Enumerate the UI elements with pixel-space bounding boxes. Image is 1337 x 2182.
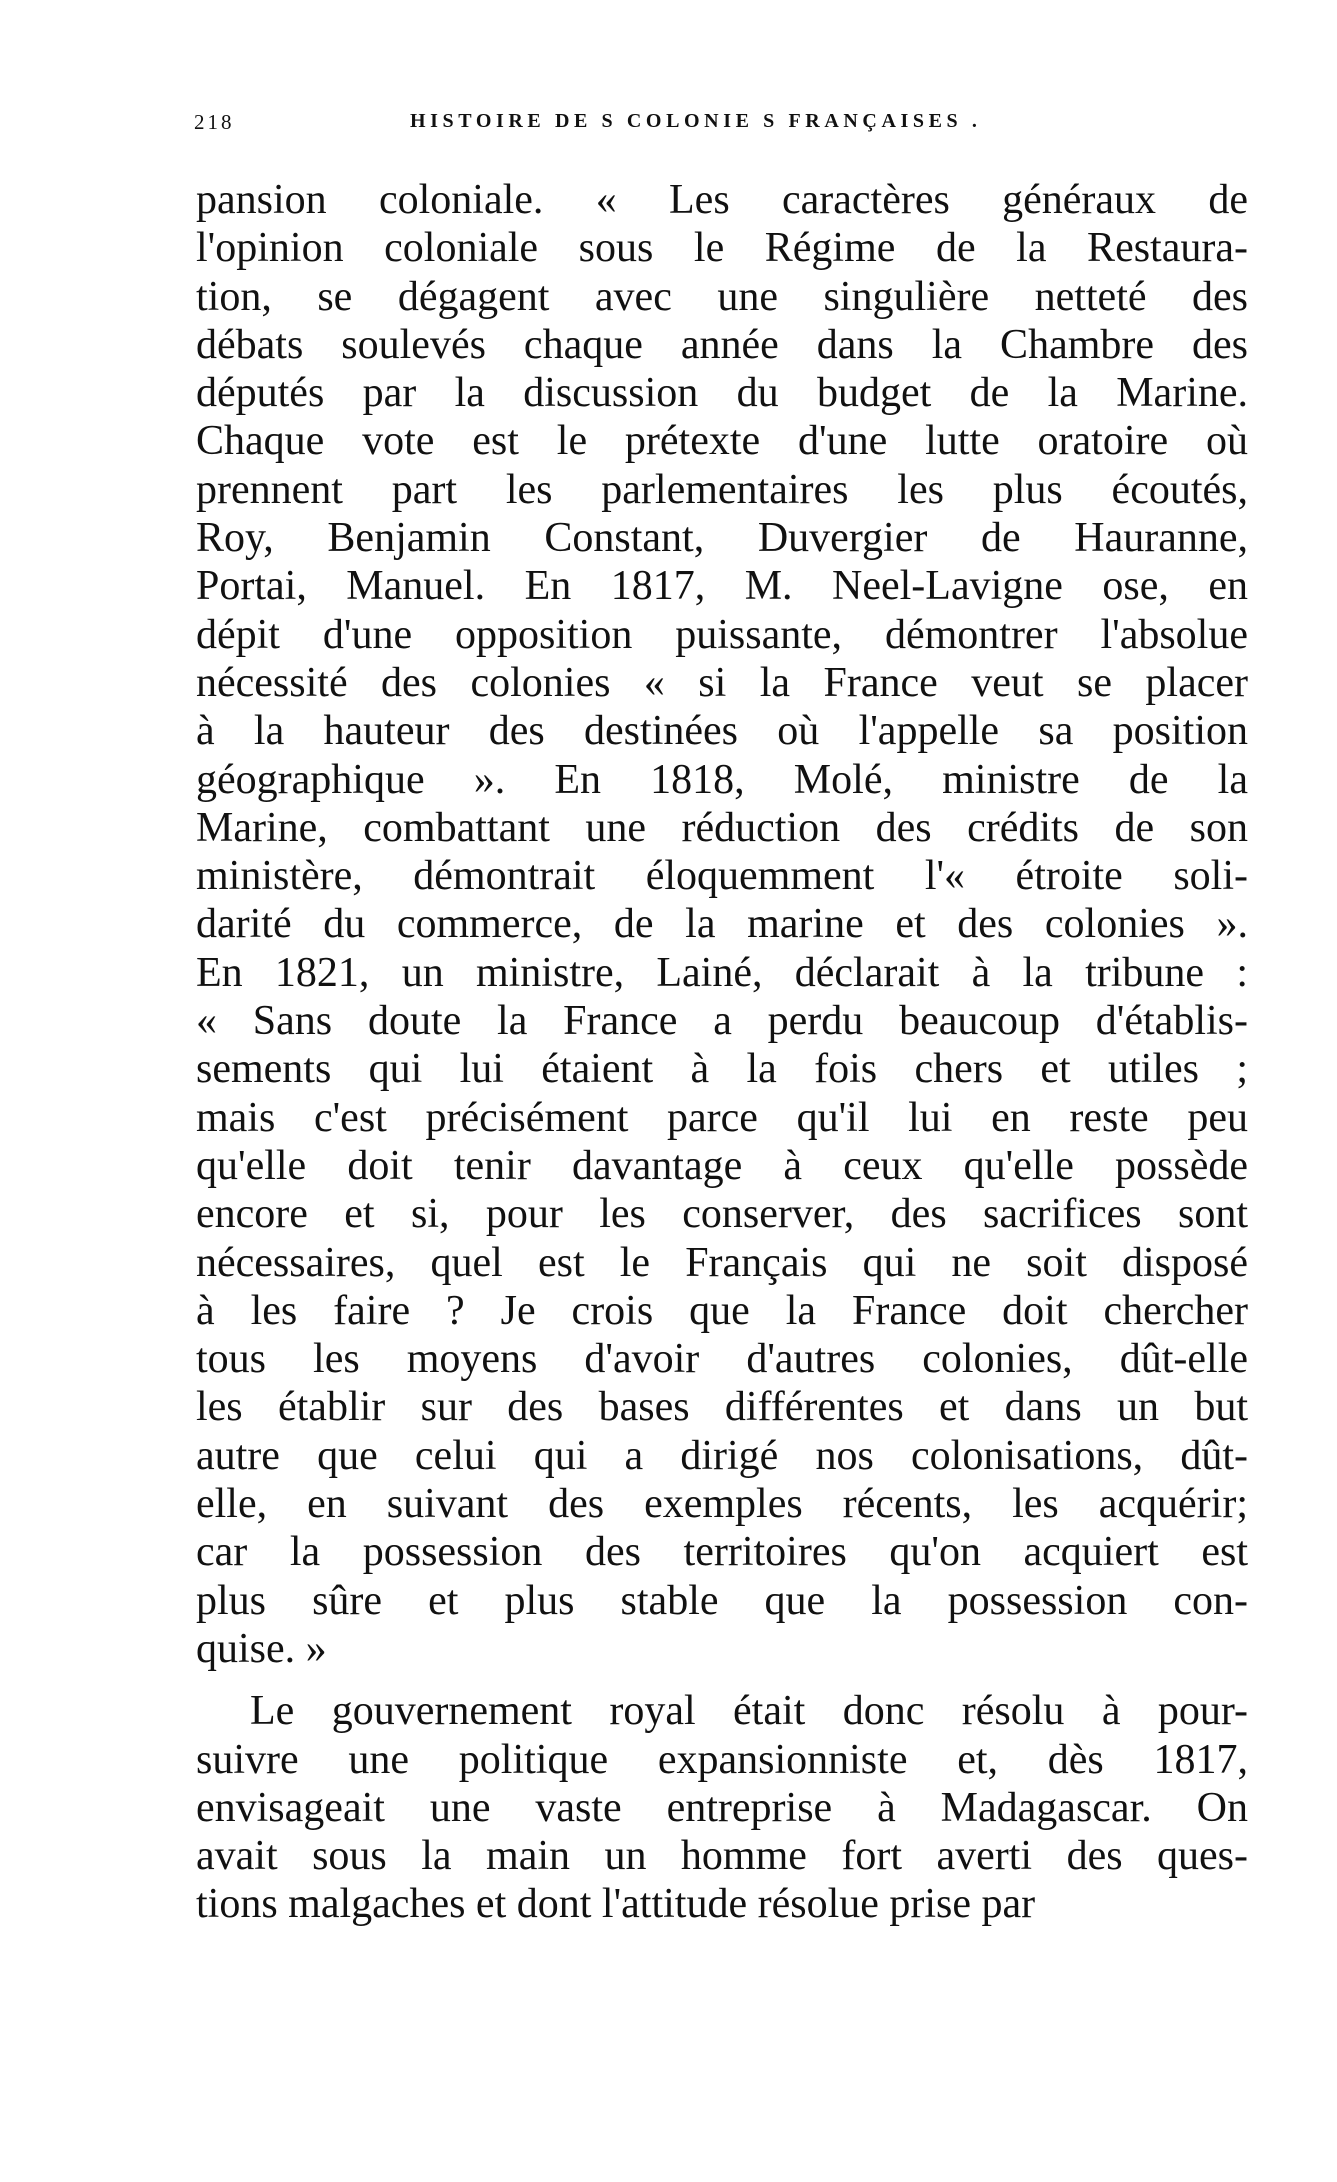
text-line: qu'elle doit tenir davantage à ceux qu'elle possède (196, 1142, 1248, 1189)
text-line: tions malgaches et dont l'attitude résolue prise par (196, 1881, 1036, 1928)
text-line: pansion coloniale. « Les caractères généraux de (196, 177, 1248, 223)
paragraph-1 (196, 176, 1248, 1673)
page-number: 218 (194, 110, 235, 134)
text-line: avait sous la main un homme fort averti des ques- (196, 1833, 1248, 1880)
text-line: dépit d'une opposition puissante, démontrer l'absolue (196, 611, 1248, 658)
text-line: nécessité des colonies « si la France veut se placer (196, 659, 1248, 706)
text-line: Portai, Manuel. En 1817, M. Neel-Lavigne ose, en (196, 563, 1248, 610)
paragraph-2 (196, 1687, 1248, 1928)
text-line: Chaque vote est le prétexte d'une lutte oratoire où (196, 418, 1248, 465)
text-line: l'opinion coloniale sous le Régime de la Restaura- (196, 225, 1248, 272)
text-line: Roy, Benjamin Constant, Duvergier de Hauranne, (196, 515, 1248, 562)
text-line: à la hauteur des destinées où l'appelle sa position (196, 708, 1248, 755)
text-line: darité du commerce, de la marine et des colonies ». (196, 901, 1248, 948)
running-title: HISTOIRE DE S COLONIE S FRANÇAISES . (410, 110, 982, 132)
text-line: à les faire ? Je crois que la France doit chercher (196, 1287, 1248, 1334)
text-line: débats soulevés chaque année dans la Chambre des (196, 321, 1248, 368)
text-line: prennent part les parlementaires les plus écoutés, (196, 466, 1248, 513)
page-body (196, 176, 1248, 1929)
text-line: mais c'est précisément parce qu'il lui en reste peu (196, 1094, 1248, 1141)
text-line: nécessaires, quel est le Français qui ne soit disposé (196, 1239, 1248, 1286)
text-line: elle, en suivant des exemples récents, les acquérir; (196, 1481, 1248, 1528)
text-line: quise. » (196, 1625, 327, 1672)
text-line: députés par la discussion du budget de la Marine. (196, 370, 1248, 417)
text-line: géographique ». En 1818, Molé, ministre de la (196, 756, 1248, 803)
text-line: tion, se dégagent avec une singulière netteté des (196, 273, 1248, 320)
text-line: car la possession des territoires qu'on acquiert est (196, 1529, 1248, 1576)
text-line: Le gouvernement royal était donc résolu à pour- (250, 1688, 1248, 1735)
text-line: envisageait une vaste entreprise à Madagascar. On (196, 1784, 1248, 1831)
text-line: En 1821, un ministre, Lainé, déclarait à la tribune : (196, 949, 1248, 996)
text-line: Marine, combattant une réduction des crédits de son (196, 804, 1248, 851)
text-line: encore et si, pour les conserver, des sacrifices sont (196, 1191, 1248, 1238)
text-line: les établir sur des bases différentes et dans un but (196, 1384, 1248, 1431)
text-line: ministère, démontrait éloquemment l'« étroite soli- (196, 853, 1248, 900)
text-line: autre que celui qui a dirigé nos colonisations, dût- (196, 1432, 1248, 1479)
text-line: suivre une politique expansionniste et, dès 1817, (196, 1736, 1248, 1783)
page-header (194, 110, 1249, 140)
text-line: tous les moyens d'avoir d'autres colonies, dût-elle (196, 1336, 1248, 1383)
text-line: « Sans doute la France a perdu beaucoup d'établis- (196, 998, 1248, 1045)
text-line: plus sûre et plus stable que la possession con- (196, 1577, 1248, 1624)
text-line: sements qui lui étaient à la fois chers et utiles ; (196, 1046, 1248, 1093)
